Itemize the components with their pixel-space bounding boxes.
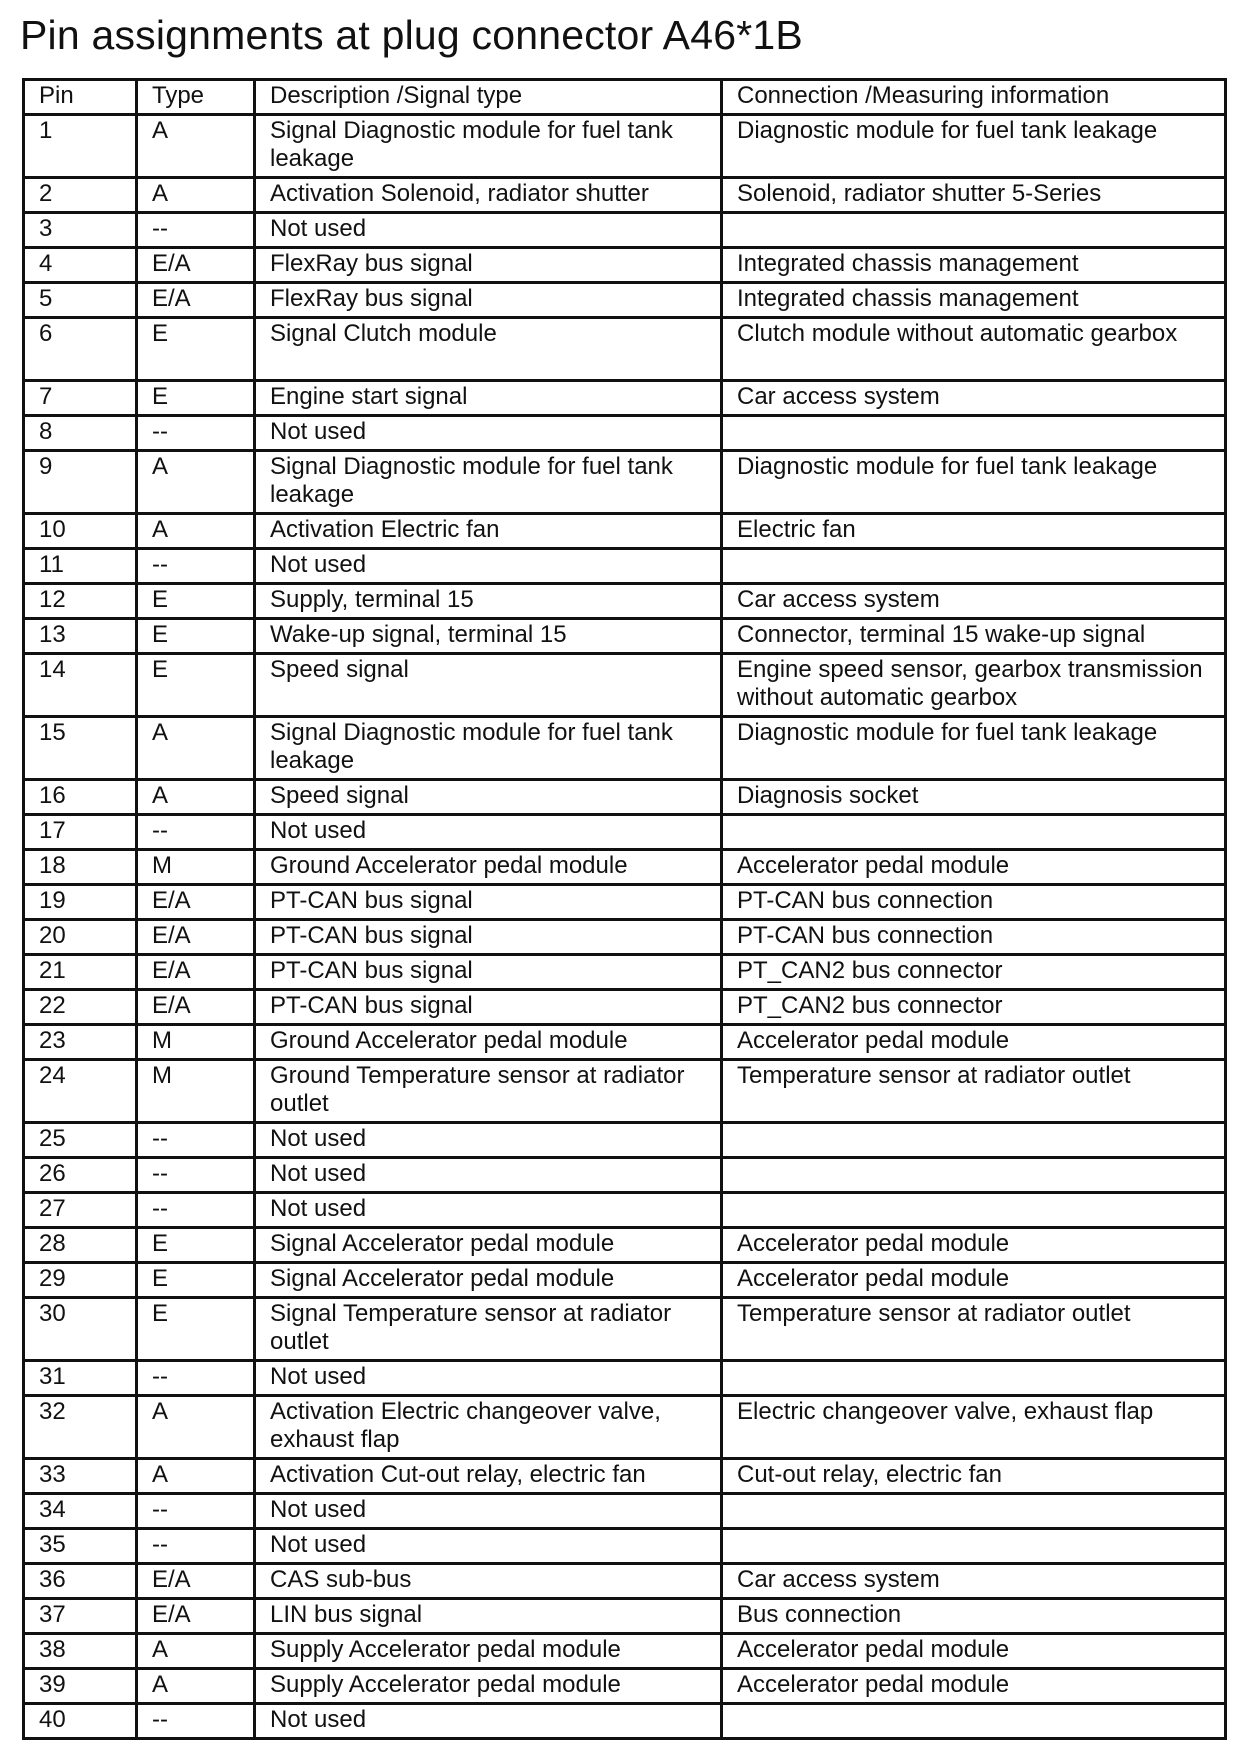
header-description: Description /Signal type bbox=[255, 80, 722, 115]
cell-connection: PT_CAN2 bus connector bbox=[722, 955, 1226, 990]
table-row bbox=[24, 178, 1226, 213]
cell-type: M bbox=[137, 1025, 255, 1060]
table-row bbox=[24, 514, 1226, 549]
cell-connection: Clutch module without automatic gearbox bbox=[722, 318, 1226, 381]
cell-description: PT-CAN bus signal bbox=[255, 885, 722, 920]
cell-description: Activation Electric fan bbox=[255, 514, 722, 549]
cell-pin: 33 bbox=[24, 1459, 137, 1494]
cell-connection: Accelerator pedal module bbox=[722, 1263, 1226, 1298]
cell-pin: 28 bbox=[24, 1228, 137, 1263]
cell-type: -- bbox=[137, 1193, 255, 1228]
cell-connection: Temperature sensor at radiator outlet bbox=[722, 1298, 1226, 1361]
cell-pin: 6 bbox=[24, 318, 137, 381]
cell-pin: 19 bbox=[24, 885, 137, 920]
table-row bbox=[24, 451, 1226, 514]
table-row bbox=[24, 654, 1226, 717]
cell-pin: 22 bbox=[24, 990, 137, 1025]
table-row bbox=[24, 780, 1226, 815]
table-row bbox=[24, 815, 1226, 850]
cell-pin: 39 bbox=[24, 1669, 137, 1704]
cell-connection: Accelerator pedal module bbox=[722, 1228, 1226, 1263]
cell-pin: 17 bbox=[24, 815, 137, 850]
cell-description: Supply Accelerator pedal module bbox=[255, 1669, 722, 1704]
cell-type: A bbox=[137, 717, 255, 780]
table-row bbox=[24, 1025, 1226, 1060]
cell-description: Not used bbox=[255, 1158, 722, 1193]
pin-assignment-table bbox=[22, 78, 1227, 1740]
table-row bbox=[24, 584, 1226, 619]
table-row bbox=[24, 381, 1226, 416]
cell-type: A bbox=[137, 1396, 255, 1459]
cell-connection: Integrated chassis management bbox=[722, 283, 1226, 318]
table-row bbox=[24, 549, 1226, 584]
page-title: Pin assignments at plug connector A46*1B bbox=[20, 12, 803, 58]
cell-pin: 20 bbox=[24, 920, 137, 955]
cell-connection: Engine speed sensor, gearbox transmission without automatic gearbox bbox=[722, 654, 1226, 717]
cell-pin: 34 bbox=[24, 1494, 137, 1529]
cell-description: Activation Electric changeover valve, exhaust flap bbox=[255, 1396, 722, 1459]
cell-type: A bbox=[137, 514, 255, 549]
cell-description: Speed signal bbox=[255, 780, 722, 815]
table-row bbox=[24, 1396, 1226, 1459]
table-row bbox=[24, 416, 1226, 451]
cell-connection: Diagnostic module for fuel tank leakage bbox=[722, 451, 1226, 514]
table-row bbox=[24, 619, 1226, 654]
cell-connection: Car access system bbox=[722, 381, 1226, 416]
table-row bbox=[24, 955, 1226, 990]
cell-connection: Integrated chassis management bbox=[722, 248, 1226, 283]
cell-description: Speed signal bbox=[255, 654, 722, 717]
table-row bbox=[24, 213, 1226, 248]
table-row bbox=[24, 850, 1226, 885]
cell-description: Wake-up signal, terminal 15 bbox=[255, 619, 722, 654]
cell-connection: Connector, terminal 15 wake-up signal bbox=[722, 619, 1226, 654]
cell-description: Signal Diagnostic module for fuel tank leakage bbox=[255, 717, 722, 780]
cell-description: Signal Diagnostic module for fuel tank leakage bbox=[255, 115, 722, 178]
cell-description: Not used bbox=[255, 213, 722, 248]
cell-description: Not used bbox=[255, 1193, 722, 1228]
cell-type: -- bbox=[137, 416, 255, 451]
cell-connection: PT-CAN bus connection bbox=[722, 920, 1226, 955]
cell-connection bbox=[722, 1158, 1226, 1193]
header-pin: Pin bbox=[24, 80, 137, 115]
cell-pin: 11 bbox=[24, 549, 137, 584]
cell-description: Engine start signal bbox=[255, 381, 722, 416]
cell-type: E bbox=[137, 1228, 255, 1263]
cell-connection: PT-CAN bus connection bbox=[722, 885, 1226, 920]
cell-description: PT-CAN bus signal bbox=[255, 920, 722, 955]
table-row bbox=[24, 1704, 1226, 1739]
table-row bbox=[24, 248, 1226, 283]
cell-connection: Electric changeover valve, exhaust flap bbox=[722, 1396, 1226, 1459]
cell-type: M bbox=[137, 1060, 255, 1123]
cell-pin: 25 bbox=[24, 1123, 137, 1158]
cell-pin: 10 bbox=[24, 514, 137, 549]
cell-pin: 37 bbox=[24, 1599, 137, 1634]
cell-pin: 1 bbox=[24, 115, 137, 178]
cell-type: E bbox=[137, 619, 255, 654]
cell-type: -- bbox=[137, 549, 255, 584]
cell-pin: 13 bbox=[24, 619, 137, 654]
cell-description: Not used bbox=[255, 1529, 722, 1564]
cell-connection bbox=[722, 549, 1226, 584]
cell-connection: PT_CAN2 bus connector bbox=[722, 990, 1226, 1025]
cell-pin: 36 bbox=[24, 1564, 137, 1599]
cell-description: Ground Accelerator pedal module bbox=[255, 1025, 722, 1060]
cell-type: A bbox=[137, 1634, 255, 1669]
cell-connection: Diagnostic module for fuel tank leakage bbox=[722, 717, 1226, 780]
cell-connection: Bus connection bbox=[722, 1599, 1226, 1634]
cell-description: Ground Temperature sensor at radiator outlet bbox=[255, 1060, 722, 1123]
cell-connection: Temperature sensor at radiator outlet bbox=[722, 1060, 1226, 1123]
table-row bbox=[24, 920, 1226, 955]
cell-description: Signal Accelerator pedal module bbox=[255, 1263, 722, 1298]
cell-connection: Electric fan bbox=[722, 514, 1226, 549]
table-row bbox=[24, 1529, 1226, 1564]
table-row bbox=[24, 1494, 1226, 1529]
cell-type: -- bbox=[137, 1529, 255, 1564]
table-row bbox=[24, 990, 1226, 1025]
cell-description: FlexRay bus signal bbox=[255, 248, 722, 283]
cell-description: Not used bbox=[255, 1704, 722, 1739]
cell-pin: 4 bbox=[24, 248, 137, 283]
cell-description: PT-CAN bus signal bbox=[255, 955, 722, 990]
cell-connection bbox=[722, 1361, 1226, 1396]
cell-pin: 16 bbox=[24, 780, 137, 815]
header-connection: Connection /Measuring information bbox=[722, 80, 1226, 115]
cell-pin: 31 bbox=[24, 1361, 137, 1396]
cell-type: E/A bbox=[137, 955, 255, 990]
cell-description: CAS sub-bus bbox=[255, 1564, 722, 1599]
cell-pin: 32 bbox=[24, 1396, 137, 1459]
cell-description: Signal Clutch module bbox=[255, 318, 722, 381]
cell-type: E/A bbox=[137, 920, 255, 955]
cell-description: Not used bbox=[255, 1494, 722, 1529]
table-header-row bbox=[24, 80, 1226, 115]
table-row bbox=[24, 1228, 1226, 1263]
cell-connection: Car access system bbox=[722, 1564, 1226, 1599]
cell-pin: 2 bbox=[24, 178, 137, 213]
table-row bbox=[24, 1060, 1226, 1123]
cell-type: E bbox=[137, 1298, 255, 1361]
cell-pin: 27 bbox=[24, 1193, 137, 1228]
cell-connection: Accelerator pedal module bbox=[722, 1669, 1226, 1704]
cell-type: -- bbox=[137, 1704, 255, 1739]
cell-type: M bbox=[137, 850, 255, 885]
cell-pin: 5 bbox=[24, 283, 137, 318]
cell-type: -- bbox=[137, 213, 255, 248]
cell-connection bbox=[722, 416, 1226, 451]
cell-connection bbox=[722, 1704, 1226, 1739]
table-row bbox=[24, 1669, 1226, 1704]
cell-type: A bbox=[137, 1669, 255, 1704]
cell-connection bbox=[722, 1123, 1226, 1158]
cell-description: Signal Temperature sensor at radiator outlet bbox=[255, 1298, 722, 1361]
cell-description: Not used bbox=[255, 1361, 722, 1396]
cell-type: E/A bbox=[137, 283, 255, 318]
cell-pin: 9 bbox=[24, 451, 137, 514]
cell-pin: 29 bbox=[24, 1263, 137, 1298]
cell-pin: 12 bbox=[24, 584, 137, 619]
cell-connection: Accelerator pedal module bbox=[722, 1025, 1226, 1060]
cell-type: -- bbox=[137, 1123, 255, 1158]
cell-connection: Accelerator pedal module bbox=[722, 1634, 1226, 1669]
table-row bbox=[24, 283, 1226, 318]
cell-type: E/A bbox=[137, 1599, 255, 1634]
table-row bbox=[24, 1599, 1226, 1634]
cell-connection bbox=[722, 1529, 1226, 1564]
cell-description: Signal Accelerator pedal module bbox=[255, 1228, 722, 1263]
cell-pin: 14 bbox=[24, 654, 137, 717]
cell-pin: 21 bbox=[24, 955, 137, 990]
cell-description: Supply Accelerator pedal module bbox=[255, 1634, 722, 1669]
table-row bbox=[24, 1263, 1226, 1298]
table-row bbox=[24, 1459, 1226, 1494]
cell-connection: Diagnostic module for fuel tank leakage bbox=[722, 115, 1226, 178]
cell-description: LIN bus signal bbox=[255, 1599, 722, 1634]
cell-connection bbox=[722, 1193, 1226, 1228]
cell-pin: 35 bbox=[24, 1529, 137, 1564]
cell-pin: 18 bbox=[24, 850, 137, 885]
cell-type: E/A bbox=[137, 248, 255, 283]
table-row bbox=[24, 1193, 1226, 1228]
cell-type: -- bbox=[137, 1361, 255, 1396]
cell-description: Ground Accelerator pedal module bbox=[255, 850, 722, 885]
cell-type: A bbox=[137, 178, 255, 213]
cell-type: E bbox=[137, 584, 255, 619]
cell-pin: 23 bbox=[24, 1025, 137, 1060]
cell-description: Signal Diagnostic module for fuel tank leakage bbox=[255, 451, 722, 514]
cell-connection: Solenoid, radiator shutter 5-Series bbox=[722, 178, 1226, 213]
cell-type: A bbox=[137, 1459, 255, 1494]
cell-description: Activation Solenoid, radiator shutter bbox=[255, 178, 722, 213]
table-row bbox=[24, 885, 1226, 920]
cell-description: Activation Cut-out relay, electric fan bbox=[255, 1459, 722, 1494]
table-row bbox=[24, 318, 1226, 381]
cell-connection bbox=[722, 1494, 1226, 1529]
cell-description: Not used bbox=[255, 815, 722, 850]
cell-pin: 30 bbox=[24, 1298, 137, 1361]
cell-connection: Cut-out relay, electric fan bbox=[722, 1459, 1226, 1494]
cell-type: E bbox=[137, 381, 255, 416]
cell-description: FlexRay bus signal bbox=[255, 283, 722, 318]
cell-description: Supply, terminal 15 bbox=[255, 584, 722, 619]
cell-pin: 3 bbox=[24, 213, 137, 248]
cell-pin: 8 bbox=[24, 416, 137, 451]
table-body bbox=[24, 115, 1226, 1739]
cell-pin: 38 bbox=[24, 1634, 137, 1669]
cell-type: E bbox=[137, 1263, 255, 1298]
cell-description: PT-CAN bus signal bbox=[255, 990, 722, 1025]
cell-pin: 26 bbox=[24, 1158, 137, 1193]
cell-type: A bbox=[137, 115, 255, 178]
cell-type: E/A bbox=[137, 990, 255, 1025]
cell-pin: 7 bbox=[24, 381, 137, 416]
table-row bbox=[24, 1158, 1226, 1193]
cell-pin: 15 bbox=[24, 717, 137, 780]
cell-connection: Diagnosis socket bbox=[722, 780, 1226, 815]
cell-pin: 24 bbox=[24, 1060, 137, 1123]
cell-type: E bbox=[137, 318, 255, 381]
cell-type: E bbox=[137, 654, 255, 717]
header-type: Type bbox=[137, 80, 255, 115]
cell-type: -- bbox=[137, 1494, 255, 1529]
cell-type: E/A bbox=[137, 885, 255, 920]
table-row bbox=[24, 1634, 1226, 1669]
cell-connection: Accelerator pedal module bbox=[722, 850, 1226, 885]
cell-description: Not used bbox=[255, 1123, 722, 1158]
table-row bbox=[24, 1123, 1226, 1158]
table-row bbox=[24, 1361, 1226, 1396]
cell-type: A bbox=[137, 780, 255, 815]
cell-type: A bbox=[137, 451, 255, 514]
cell-connection: Car access system bbox=[722, 584, 1226, 619]
cell-description: Not used bbox=[255, 416, 722, 451]
cell-connection bbox=[722, 815, 1226, 850]
cell-type: -- bbox=[137, 815, 255, 850]
cell-connection bbox=[722, 213, 1226, 248]
table-row bbox=[24, 115, 1226, 178]
cell-type: E/A bbox=[137, 1564, 255, 1599]
table-row bbox=[24, 1298, 1226, 1361]
cell-description: Not used bbox=[255, 549, 722, 584]
table-row bbox=[24, 1564, 1226, 1599]
cell-pin: 40 bbox=[24, 1704, 137, 1739]
cell-type: -- bbox=[137, 1158, 255, 1193]
table-row bbox=[24, 717, 1226, 780]
